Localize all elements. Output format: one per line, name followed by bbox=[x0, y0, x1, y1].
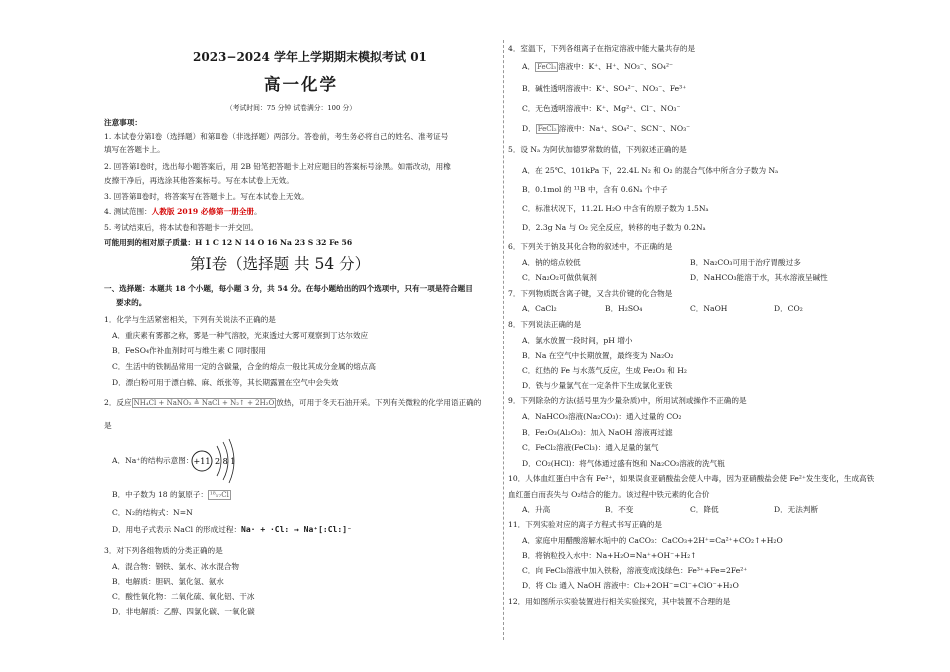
q5-stem: 5．设 Nₐ 为阿伏加德罗常数的值，下列叙述正确的是 bbox=[508, 145, 687, 154]
q1-option-c: C．生活中的铁制品常用一定的含碳量，合金的熔点一般比其成分金属的熔点高 bbox=[112, 362, 376, 371]
q10-option-a: A．升高 bbox=[522, 505, 551, 514]
nacl-formation: Na· + ·Cl: → Na⁺[:Cl:]⁻ bbox=[241, 525, 352, 534]
q7-stem: 7．下列物质既含离子键，又含共价键的化合物是 bbox=[508, 289, 673, 298]
sodium-ion-structure-diagram bbox=[141, 438, 236, 484]
q8-option-a: A．氯水放置一段时间，pH 增小 bbox=[522, 336, 633, 345]
q10-option-b: B．不变 bbox=[605, 505, 634, 514]
subject-title: 高一化学 bbox=[264, 75, 338, 94]
q8-option-d: D．铁与少量氯气在一定条件下生成氯化亚铁 bbox=[522, 381, 673, 390]
q10-option-c: C．降低 bbox=[690, 505, 719, 514]
exam-title: 2023−2024 学年上学期期末模拟考试 01 bbox=[193, 50, 427, 64]
q2-option-a: A．Na⁺的结构示意图： bbox=[112, 456, 194, 465]
q4-option-b: B．碱性透明溶液中：K⁺、SO₄²⁻、NO₃⁻、Fe³⁺ bbox=[522, 84, 687, 93]
shell-electrons: 2 8 1 bbox=[215, 457, 236, 466]
q8-stem: 8．下列说法正确的是 bbox=[508, 320, 582, 329]
q9-option-a: A．NaHCO₃溶液(Na₂CO₃)：通入过量的 CO₂ bbox=[522, 412, 682, 421]
q9-option-c: C．FeCl₂溶液(FeCl₃)：通入足量的氯气 bbox=[522, 443, 659, 452]
q2-option-c: C．N₂的结构式：N=N bbox=[112, 508, 193, 517]
q7-option-b: B．H₂SO₄ bbox=[605, 304, 643, 313]
q3-option-b: B．电解质：胆矾、氯化氢、氨水 bbox=[112, 577, 224, 586]
part1-instructions-cont: 要求的。 bbox=[116, 298, 147, 307]
note-5: 5. 考试结束后，将本试卷和答题卡一并交回。 bbox=[104, 223, 258, 232]
q5-option-a: A．在 25℃、101kPa 下，22.4L N₂ 和 O₂ 的混合气体中所含分子数为 Nₐ bbox=[522, 166, 779, 175]
note-2: 2. 回答第Ⅰ卷时，选出每小题答案后，用 2B 铅笔把答题卡上对应题目的答案标号涂黑。如需改动，用橡 bbox=[104, 162, 451, 171]
q12-stem: 12．用如图所示实验装置进行相关实验探究，其中装置不合理的是 bbox=[508, 597, 731, 606]
q2-option-b: B．中子数为 18 的氯原子： ¹⁸₁₇Cl bbox=[112, 490, 229, 499]
q2-stem: 2．反应 NH₄Cl + NaNO₂ ≜ NaCl + N₂↑ + 2H₂O 放热，可用于冬天石油开采。下列有关微粒的化学用语正确的 bbox=[104, 398, 482, 407]
q6-option-c: C．Na₂O₂可做供氧剂 bbox=[522, 273, 597, 282]
note-1: 1. 本试卷分第Ⅰ卷（选择题）和第Ⅱ卷（非选择题）两部分。答卷前，考生务必将自己的姓名、准考证号 bbox=[104, 132, 449, 141]
q3-stem: 3．对下列各组物质的分类正确的是 bbox=[104, 546, 223, 555]
q6-option-d: D．NaHCO₃能溶于水，其水溶液呈碱性 bbox=[690, 273, 828, 282]
q11-stem: 11．下列实验对应的离子方程式书写正确的是 bbox=[508, 520, 662, 529]
q5-option-b: B．0.1mol 的 ¹¹B 中，含有 0.6Nₐ 个中子 bbox=[522, 185, 668, 194]
q3-option-c: C．酸性氧化物：二氧化硫、氧化铝、干冰 bbox=[112, 592, 255, 601]
q11-option-c: C．向 FeCl₃溶液中加入铁粉，溶液变成浅绿色：Fe³⁺+Fe=2Fe²⁺ bbox=[522, 566, 748, 575]
note-1-cont: 填写在答题卡上。 bbox=[104, 145, 165, 154]
chlorine-isotope: ¹⁸₁₇Cl bbox=[210, 491, 229, 499]
note-4: 4. 测试范围：人教版 2019 必修第一册全册。 bbox=[104, 207, 262, 216]
atomic-masses: 可能用到的相对原子质量：H 1 C 12 N 14 O 16 Na 23 S 32 Fe 56 bbox=[104, 238, 353, 247]
q11-option-b: B．将钠粒投入水中：Na+H₂O=Na⁺+OH⁻+H₂↑ bbox=[522, 551, 697, 560]
q5-option-d: D．2.3g Na 与 O₂ 完全反应，转移的电子数为 0.2Nₐ bbox=[522, 223, 706, 232]
q4-stem: 4．室温下，下列各组离子在指定溶液中能大量共存的是 bbox=[508, 44, 696, 53]
column-divider bbox=[503, 40, 504, 640]
q6-option-a: A．钠的熔点较低 bbox=[522, 258, 581, 267]
q10-stem: 10．人体血红蛋白中含有 Fe²⁺，如果误食亚硝酸盐会使人中毒，因为亚硝酸盐会使 Fe²⁺发生变化，生成高铁 bbox=[508, 474, 875, 483]
note-3: 3. 回答第Ⅱ卷时，将答案写在答题卡上。写在本试卷上无效。 bbox=[104, 192, 309, 201]
q8-option-b: B．Na 在空气中长期放置，最终变为 Na₂O₂ bbox=[522, 351, 674, 360]
q6-stem: 6．下列关于钠及其化合物的叙述中，不正确的是 bbox=[508, 242, 673, 251]
q1-option-b: B．FeSO₄作补血剂时可与维生素 C 同时服用 bbox=[112, 346, 266, 355]
q11-option-d: D．将 Cl₂ 通入 NaOH 溶液中：Cl₂+2OH⁻=Cl⁻+ClO⁻+H₂O bbox=[522, 581, 739, 590]
q8-option-c: C．红热的 Fe 与水蒸气反应，生成 Fe₂O₃ 和 H₂ bbox=[522, 366, 687, 375]
q9-stem: 9．下列除杂的方法(括号里为少量杂质)中，所用试剂或操作不正确的是 bbox=[508, 396, 747, 405]
q1-stem: 1．化学与生活紧密相关，下列有关说法不正确的是 bbox=[104, 315, 276, 324]
test-scope: 人教版 2019 必修第一册全册 bbox=[151, 207, 254, 216]
q7-option-c: C．NaOH bbox=[690, 304, 728, 313]
q5-option-c: C．标准状况下，11.2L H₂O 中含有的原子数为 1.5Nₐ bbox=[522, 204, 709, 213]
q2-equation: NH₄Cl + NaNO₂ ≜ NaCl + N₂↑ + 2H₂O bbox=[133, 399, 275, 407]
q4-option-d: D． FeCl₂ 溶液中：Na⁺、SO₄²⁻、SCN⁻、NO₃⁻ bbox=[522, 124, 691, 133]
q4-option-a: A． FeCl₃ 溶液中：K⁺、H⁺、NO₃⁻、SO₄²⁻ bbox=[522, 62, 674, 71]
q11-option-a: A．家庭中用醋酸溶解水垢中的 CaCO₃：CaCO₃+2H⁺=Ca²⁺+CO₂↑+H₂O bbox=[522, 536, 783, 545]
q7-option-a: A．CaCl₂ bbox=[522, 304, 557, 313]
q10-stem-cont: 血红蛋白而丧失与 O₂结合的能力。该过程中铁元素的化合价 bbox=[508, 490, 710, 499]
q3-option-d: D．非电解质：乙醇、四氯化碳、一氧化碳 bbox=[112, 607, 255, 616]
q3-option-a: A．混合物：钢铁、氯水、冰水混合物 bbox=[112, 562, 239, 571]
q1-option-a: A．重庆素有雾都之称，雾是一种气溶胶，光束透过大雾可观察到丁达尔效应 bbox=[112, 331, 369, 340]
q6-option-b: B．Na₂CO₃可用于治疗胃酸过多 bbox=[690, 258, 801, 267]
q10-option-d: D．无法判断 bbox=[774, 505, 819, 514]
q9-option-b: B．Fe₂O₃(Al₂O₃)：加入 NaOH 溶液再过滤 bbox=[522, 428, 673, 437]
q7-option-d: D．CO₂ bbox=[774, 304, 803, 313]
q2-option-d: D．用电子式表示 NaCl 的形成过程：Na· + ·Cl: → Na⁺[:Cl:]⁻ bbox=[112, 525, 352, 534]
q4-option-c: C．无色透明溶液中：K⁺、Mg²⁺、Cl⁻、NO₃⁻ bbox=[522, 104, 681, 113]
part1-instructions: 一、选择题：本题共 18 个小题，每小题 3 分，共 54 分。在每小题给出的四个选项中，只有一项是符合题目 bbox=[104, 284, 473, 293]
q2-stem-cont: 是 bbox=[104, 421, 112, 430]
part1-title: 第Ⅰ卷（选择题 共 54 分） bbox=[190, 255, 371, 273]
notes-heading: 注意事项： bbox=[104, 118, 142, 127]
q1-option-d: D．漂白粉可用于漂白棉、麻、纸张等，其长期露置在空气中会失效 bbox=[112, 378, 339, 387]
q9-option-d: D．CO₂(HCl)：将气体通过盛有饱和 Na₂CO₃溶液的洗气瓶 bbox=[522, 459, 725, 468]
exam-info: （考试时间：75 分钟 试卷满分：100 分） bbox=[226, 104, 357, 112]
note-2-cont: 皮擦干净后，再选涂其他答案标号。写在本试卷上无效。 bbox=[104, 176, 294, 185]
nucleus-label: +11 bbox=[193, 457, 211, 466]
